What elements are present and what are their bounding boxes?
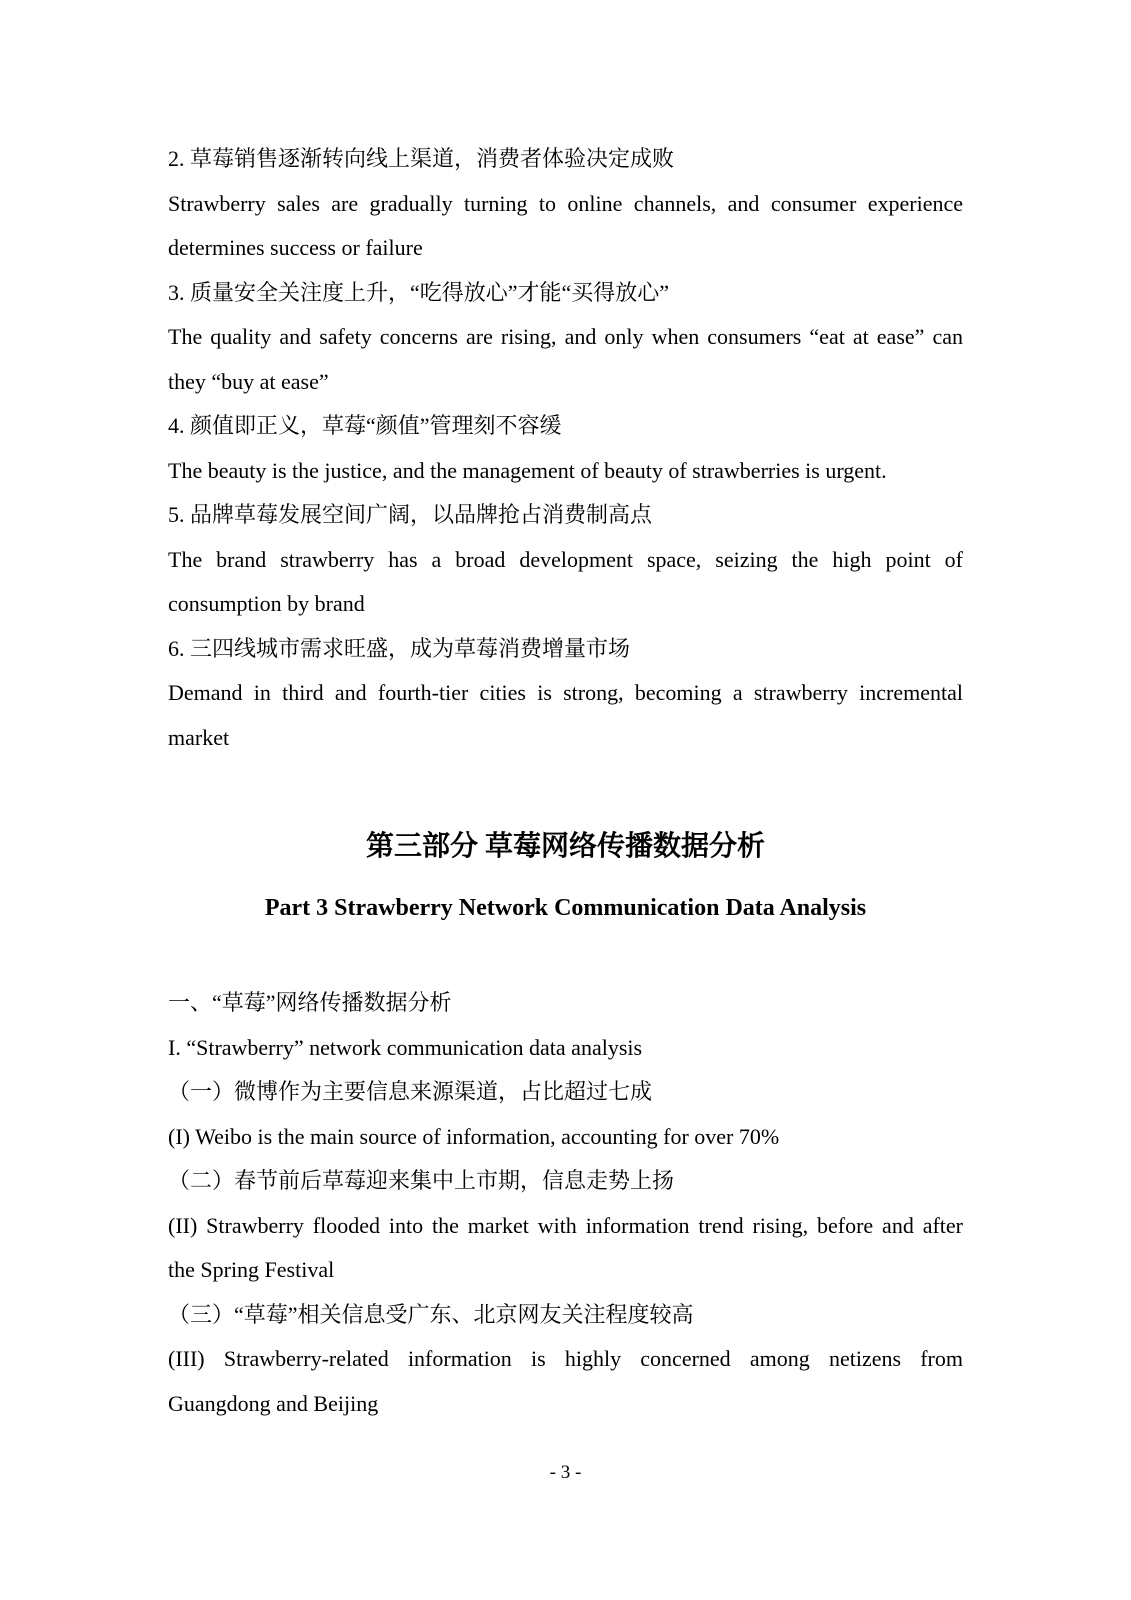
- text-line: (III) Strawberry-related information is highly concerned among netizens from: [168, 1346, 963, 1371]
- part3-heading-chinese: 第三部分 草莓网络传播数据分析: [365, 831, 765, 862]
- text-line: 6. 三四线城市需求旺盛，成为草莓消费增量市场: [168, 635, 631, 661]
- text-line: 5. 品牌草莓发展空间广阔，以品牌抢占消费制高点: [168, 502, 653, 527]
- text-line: consumption by brand: [168, 591, 365, 616]
- text-line: (II) Strawberry flooded into the market with information trend rising, before and after: [168, 1212, 963, 1238]
- section-market-trend-points: [168, 0, 963, 760]
- text-line: market: [168, 724, 230, 750]
- text-line: （一）微博作为主要信息来源渠道，占比超过七成: [168, 1079, 653, 1104]
- text-line: Demand in third and fourth-tier cities is strong, becoming a strawberry incremental: [168, 680, 963, 705]
- text-line: 2. 草莓销售逐渐转向线上渠道，消费者体验决定成败: [168, 146, 675, 171]
- text-line: (I) Weibo is the main source of information, accounting for over 70%: [168, 1123, 780, 1149]
- text-line: The quality and safety concerns are rising, and only when consumers “eat at ease” can: [168, 324, 963, 349]
- part3-heading-english: Part 3 Strawberry Network Communication Data Analysis: [264, 895, 867, 921]
- section-network-communication-analysis: [168, 981, 963, 1426]
- text-line: （二）春节前后草莓迎来集中上市期，信息走势上扬: [168, 1168, 675, 1193]
- text-line: the Spring Festival: [168, 1257, 335, 1282]
- text-line: Guangdong and Beijing: [168, 1390, 379, 1416]
- text-line: determines success or failure: [168, 235, 423, 260]
- text-line: （三）“草莓”相关信息受广东、北京网友关注程度较高: [168, 1301, 694, 1327]
- text-line: they “buy at ease”: [168, 368, 329, 394]
- text-line: 一、“草莓”网络传播数据分析: [168, 990, 452, 1015]
- text-line: Strawberry sales are gradually turning to online channels, and consumer experience: [168, 190, 963, 216]
- page-number: - 3 -: [549, 1462, 582, 1483]
- text-line: 3. 质量安全关注度上升，“吃得放心”才能“买得放心”: [168, 279, 670, 305]
- text-line: The beauty is the justice, and the management of beauty of strawberries is urgent.: [168, 457, 887, 483]
- text-line: 4. 颜值即正义，草莓“颜值”管理刻不容缓: [168, 413, 562, 438]
- text-line: The brand strawberry has a broad development space, seizing the high point of: [168, 546, 963, 572]
- text-line: I. “Strawberry” network communication data analysis: [168, 1034, 643, 1060]
